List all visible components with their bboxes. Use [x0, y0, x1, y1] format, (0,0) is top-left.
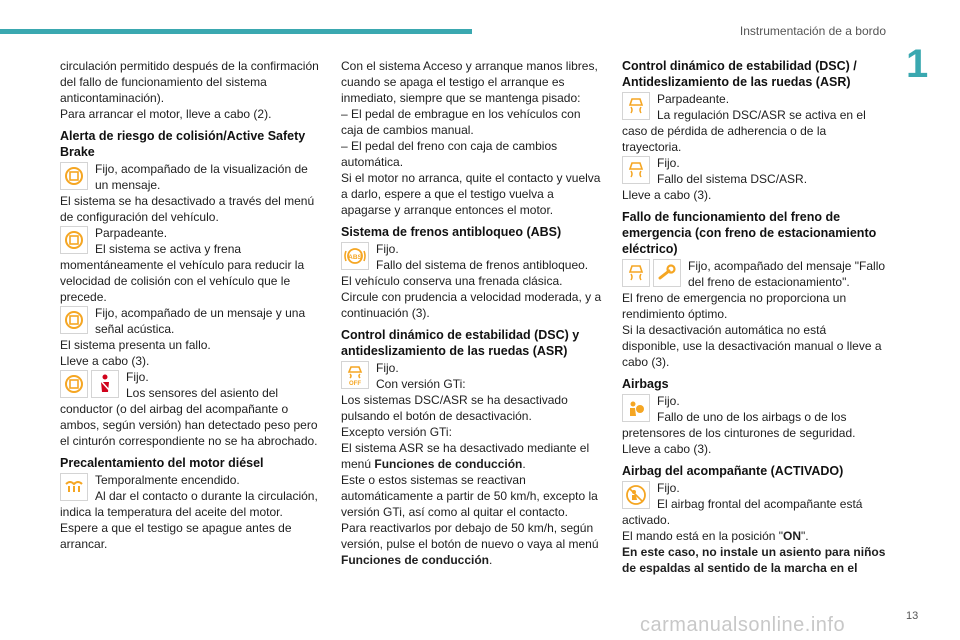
text: ". [801, 529, 809, 543]
paragraph: El sistema se ha desactivado a través del menú de configuración del vehículo. [60, 194, 315, 224]
item-text: Fijo. [376, 361, 399, 375]
paragraph: Lleve a cabo (3). [622, 188, 712, 202]
item-text: Parpadeante. [95, 226, 168, 240]
text: Para reactivarlos por debajo de 50 km/h, según versión, pulse el botón de nuevo o vaya al menú [341, 521, 599, 551]
warning-item [622, 258, 886, 290]
paragraph: Espere a que el testigo se apague antes de arrancar. [60, 521, 292, 551]
item-text: Fijo. [657, 156, 680, 170]
warning-item [341, 360, 603, 392]
item-text: Al dar el contacto o durante la circulación, indica la temperatura del aceite del motor. [60, 489, 318, 519]
column-3 [622, 58, 886, 576]
seatbelt-icon [91, 370, 119, 398]
warning-item [622, 155, 886, 187]
warning-item [60, 305, 320, 337]
warning-paragraph: En este caso, no instale un asiento para niños de espaldas al sentido de la marcha en el [622, 545, 886, 575]
paragraph: Los sistemas DSC/ASR se ha desactivado pulsando el botón de desactivación. [341, 393, 568, 423]
item-text: Fijo. [126, 370, 149, 384]
item-text: Fijo, acompañado de la visualización de un mensaje. [95, 162, 308, 192]
text: . [522, 457, 526, 471]
collision-alert-icon [60, 226, 88, 254]
warning-item [341, 241, 603, 273]
warning-item [60, 161, 320, 193]
section-title-airbags: Airbags [622, 377, 669, 391]
paragraph: Para arrancar el motor, lleve a cabo (2). [60, 107, 272, 121]
position-value: ON [783, 529, 802, 543]
paragraph: Con el sistema Acceso y arranque manos libres, cuando se apaga el testigo el arranque es inmediato, siempre que se mantenga pisado: [341, 59, 598, 105]
text: El mando está en la posición " [622, 529, 784, 543]
item-text: Con versión GTi: [376, 377, 466, 391]
header-accent-bar [0, 29, 472, 34]
airbag-icon [622, 394, 650, 422]
page-header-title: Instrumentación de a bordo [739, 24, 886, 38]
watermark: carmanualsonline.info [640, 614, 846, 636]
text: . [489, 553, 493, 567]
item-text: Parpadeante. [657, 92, 730, 106]
section-title-passenger-airbag: Airbag del acompañante (ACTIVADO) [622, 464, 844, 478]
paragraph: – El pedal de embrague en los vehículos con caja de cambios manual. [341, 107, 581, 137]
column-2 [341, 58, 603, 568]
item-text: Fallo del sistema DSC/ASR. [657, 172, 808, 186]
paragraph [341, 520, 603, 568]
dsc-off-icon [341, 361, 369, 389]
item-text: Temporalmente encendido. [95, 473, 240, 487]
dsc-skid-icon [622, 156, 650, 184]
item-text: Los sensores del asiento del conductor (o del airbag del acompañante o ambos, según versión) han detectado peso pero el cinturón correspondiente no se ha abrochado. [60, 386, 318, 448]
menu-name: Funciones de conducción [374, 457, 523, 471]
paragraph: circulación permitido después de la confirmación del fallo de funcionamiento del sistema anticontaminación). [60, 59, 319, 105]
paragraph: Lleve a cabo (3). [622, 442, 712, 456]
paragraph: El vehículo conserva una frenada clásica. [341, 274, 563, 288]
section-title-dsc-asr-2: Control dinámico de estabilidad (DSC) / Antideslizamiento de las ruedas (ASR) [622, 59, 857, 89]
wrench-icon [653, 259, 681, 287]
paragraph [622, 528, 886, 544]
collision-alert-icon [60, 370, 88, 398]
preheat-coil-icon [60, 473, 88, 501]
passenger-airbag-on-icon [622, 481, 650, 509]
svg-text:ABS: ABS [348, 254, 362, 261]
item-text: Fallo del sistema de frenos antibloqueo. [376, 258, 589, 272]
item-text: El sistema se activa y frena momentáneamente el vehículo para reducir la velocidad de colisión con el vehículo que le precede. [60, 242, 305, 304]
paragraph: Si el motor no arranca, quite el contacto y vuelva a darlo, espere a que el testigo vuelva a apagarse y arranque entonces el motor. [341, 171, 601, 217]
column-1 [60, 58, 320, 552]
item-text: Fijo. [657, 394, 680, 408]
item-text: Fijo. [657, 481, 680, 495]
collision-alert-icon [60, 306, 88, 334]
paragraph: – El pedal del freno con caja de cambios automática. [341, 139, 558, 169]
section-title-collision-alert: Alerta de riesgo de colisión/Active Safety Brake [60, 129, 306, 159]
paragraph: Lleve a cabo (3). [60, 354, 150, 368]
section-title-emergency-brake: Fallo de funcionamiento del freno de emergencia (con freno de estacionamiento eléctrico) [622, 210, 877, 256]
text: El sistema ASR se ha desactivado mediante el menú [341, 441, 590, 471]
svg-text:OFF: OFF [349, 381, 361, 387]
dsc-skid-icon [622, 259, 650, 287]
paragraph: El sistema presenta un fallo. [60, 338, 211, 352]
paragraph: Este o estos sistemas se reactivan automáticamente a partir de 50 km/h, excepto la versión GTi, así como al quitar el contacto. [341, 473, 598, 519]
paragraph: Circule con prudencia a velocidad moderada, y a continuación (3). [341, 290, 602, 320]
section-title-dsc-asr: Control dinámico de estabilidad (DSC) y antideslizamiento de las ruedas (ASR) [341, 328, 580, 358]
chapter-number: 1 [906, 42, 929, 86]
item-text: Fijo. [376, 242, 399, 256]
warning-item [622, 91, 886, 155]
abs-icon [341, 242, 369, 270]
menu-name: Funciones de conducción [341, 553, 490, 567]
item-text: Fijo, acompañado de un mensaje y una señal acústica. [95, 306, 306, 336]
collision-alert-icon [60, 162, 88, 190]
paragraph: Si la desactivación automática no está disponible, use la desactivación manual o lleve a cabo (3). [622, 323, 882, 369]
item-text: Fijo, acompañado del mensaje "Fallo del freno de estacionamiento". [688, 259, 886, 289]
paragraph [341, 440, 603, 472]
paragraph: El freno de emergencia no proporciona un rendimiento óptimo. [622, 291, 847, 321]
warning-item [60, 225, 320, 305]
section-title-abs: Sistema de frenos antibloqueo (ABS) [341, 225, 562, 239]
warning-item [622, 393, 886, 441]
item-text: El airbag frontal del acompañante está activado. [622, 497, 863, 527]
item-text: La regulación DSC/ASR se activa en el caso de pérdida de adherencia o de la trayectoria. [622, 108, 866, 154]
dsc-skid-icon [622, 92, 650, 120]
warning-item [60, 369, 320, 449]
warning-item [60, 472, 320, 520]
paragraph: Excepto versión GTi: [341, 425, 452, 439]
section-title-diesel-preheat: Precalentamiento del motor diésel [60, 456, 264, 470]
warning-item [622, 480, 886, 528]
page-number: 13 [906, 610, 919, 622]
item-text: Fallo de uno de los airbags o de los pretensores de los cinturones de seguridad. [622, 410, 856, 440]
